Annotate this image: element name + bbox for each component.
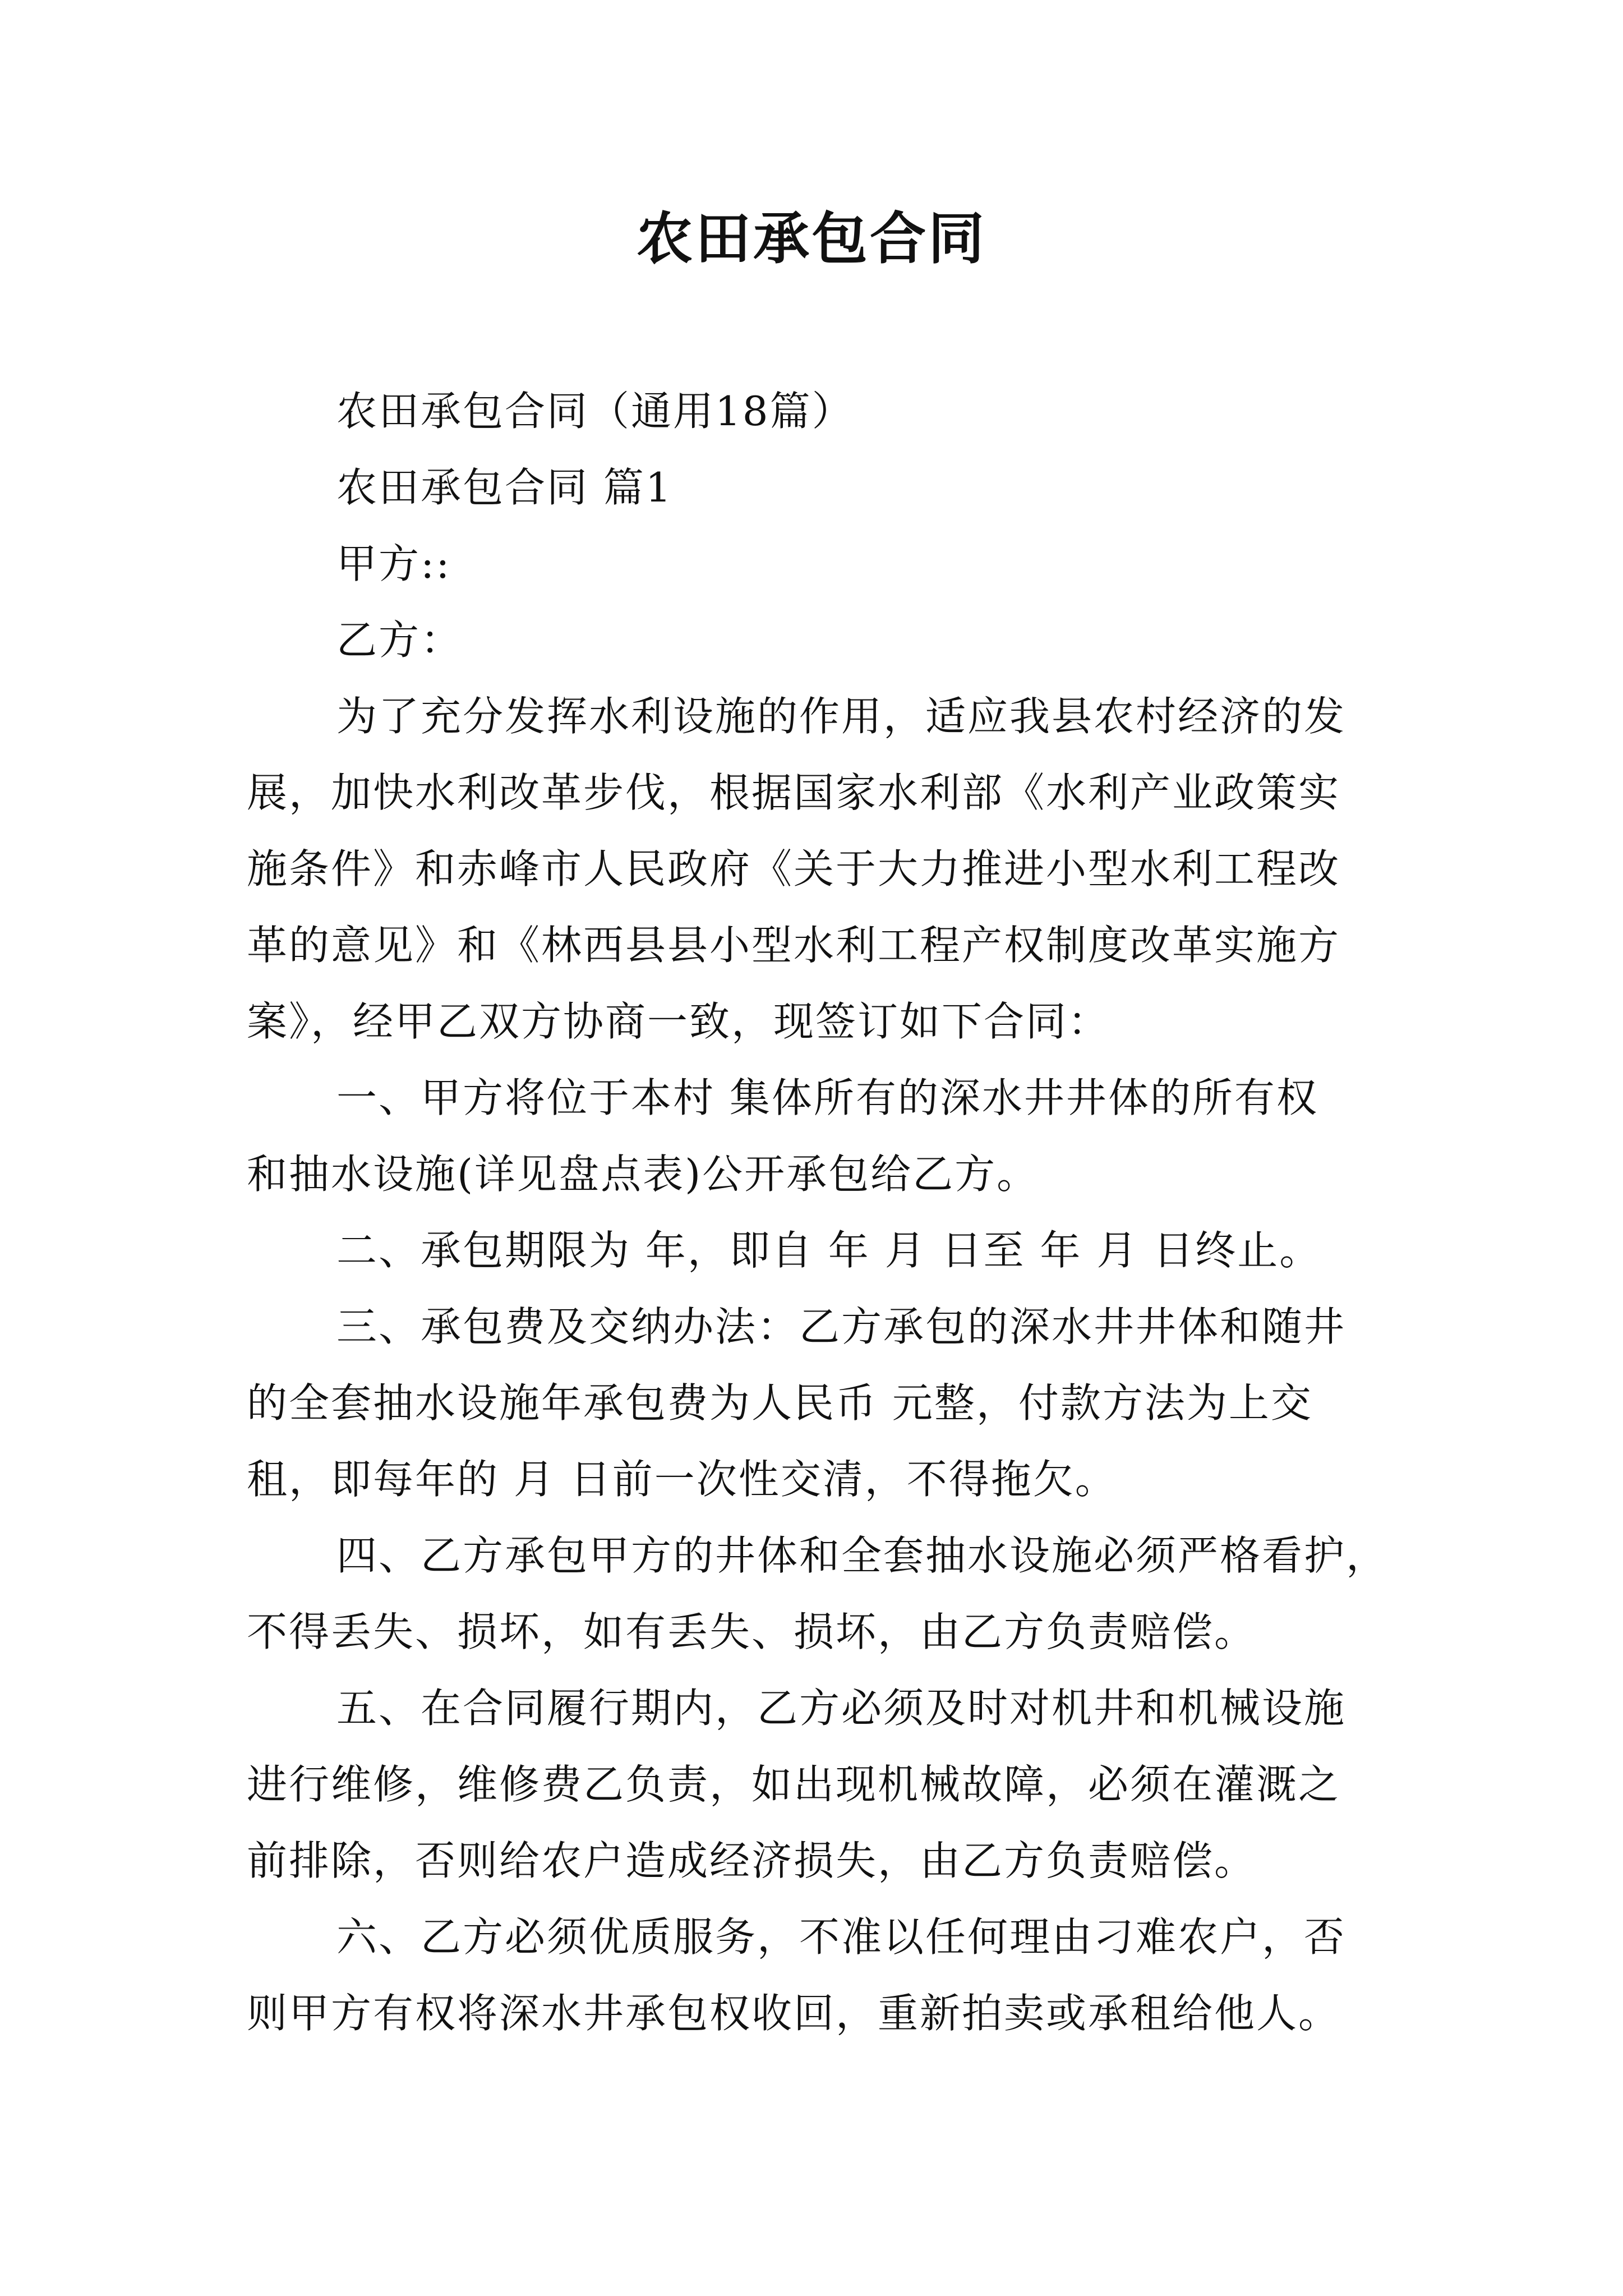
clause-line: 则甲方有权将深水井承包权收回，重新拍卖或承租给他人。: [247, 1990, 1341, 2037]
subtitle-line: 农田承包合同（通用18篇）: [336, 388, 854, 435]
section-heading: 农田承包合同 篇1: [336, 464, 673, 511]
clause-line: 前排除，否则给农户造成经济损失，由乙方负责赔偿。: [247, 1837, 1257, 1884]
clause-line: 进行维修，维修费乙负责，如出现机械故障，必须在灌溉之: [247, 1761, 1341, 1808]
clause-line: 和抽水设施(详见盘点表)公开承包给乙方。: [247, 1151, 1039, 1198]
document-body: [247, 373, 1389, 2051]
clause-line: 二、承包期限为 年，即自 年 月 日至 年 月 日终止。: [336, 1227, 1322, 1274]
clause-line: 租，即每年的 月 日前一次性交清，不得拖欠。: [247, 1456, 1117, 1503]
clause-line: 三、承包费及交纳办法：乙方承包的深水井井体和随井: [336, 1303, 1347, 1350]
document-title: 农田承包合同: [637, 205, 986, 272]
clause-line: 四、乙方承包甲方的井体和全套抽水设施必须严格看护，: [336, 1532, 1389, 1579]
paragraph-line: 案》，经甲乙双方协商一致，现签订如下合同：: [247, 998, 1110, 1045]
clause-line: 六、乙方必须优质服务，不准以任何理由刁难农户，否: [336, 1913, 1347, 1961]
party-a-line: 甲方::: [336, 540, 451, 587]
paragraph-line: 革的意见》和《林西县县小型水利工程产权制度改革实施方: [247, 922, 1341, 969]
clause-line: 的全套抽水设施年承包费为人民币 元整，付款方法为上交: [247, 1379, 1313, 1427]
clause-line: 不得丢失、损坏，如有丢失、损坏，由乙方负责赔偿。: [247, 1608, 1257, 1655]
clause-line: 五、在合同履行期内，乙方必须及时对机井和机械设施: [336, 1685, 1347, 1732]
paragraph-line: 为了充分发挥水利设施的作用，适应我县农村经济的发: [336, 693, 1347, 740]
clause-line: 一、甲方将位于本村 集体所有的深水井井体的所有权: [336, 1074, 1318, 1121]
paragraph-line: 展，加快水利改革步伐，根据国家水利部《水利产业政策实: [247, 769, 1341, 816]
party-b-line: 乙方：: [336, 616, 463, 664]
paragraph-line: 施条件》和赤峰市人民政府《关于大力推进小型水利工程改: [247, 845, 1341, 892]
